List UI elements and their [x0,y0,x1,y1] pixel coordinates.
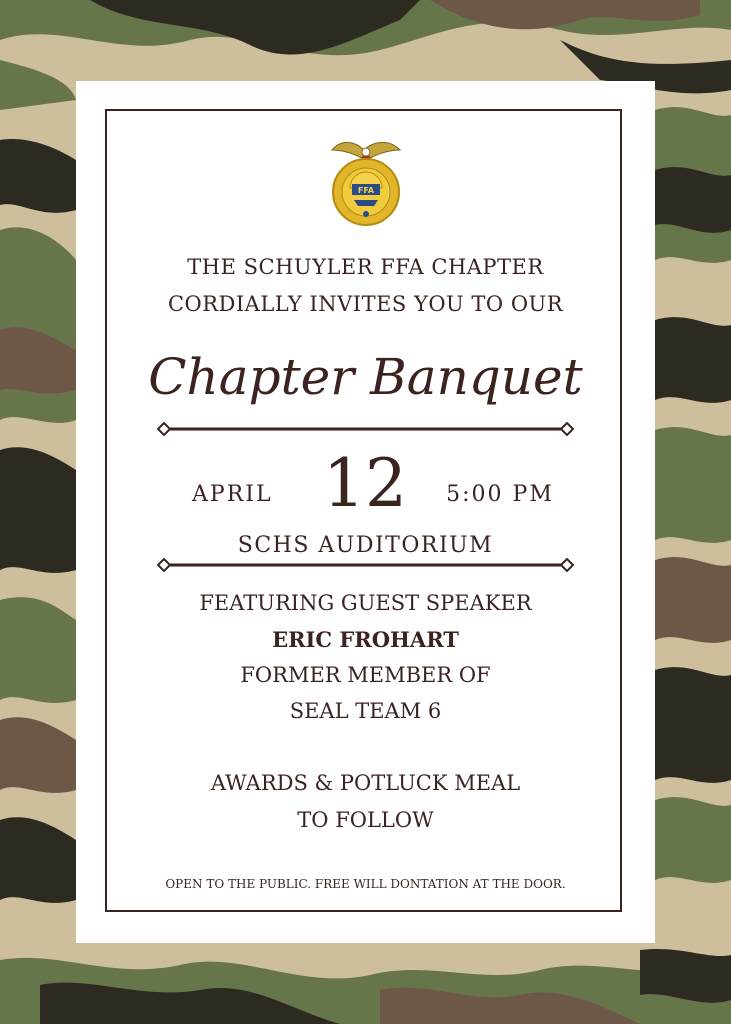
event-month: APRIL [192,482,273,507]
intro-line-1: THE SCHUYLER FFA CHAPTER [187,255,544,279]
followup-line-2: TO FOLLOW [297,808,434,832]
speaker-intro: FEATURING GUEST SPEAKER [199,591,532,615]
speaker-name: ERIC FROHART [272,627,459,652]
footer-note: OPEN TO THE PUBLIC. FREE WILL DONTATION AT THE DOOR. [165,877,566,891]
speaker-detail-2: SEAL TEAM 6 [289,699,442,723]
speaker-detail-1: FORMER MEMBER OF [240,663,491,687]
followup-line-1: AWARDS & POTLUCK MEAL [210,771,521,795]
divider-bottom [157,558,574,572]
event-venue: SCHS AUDITORIUM [237,533,494,558]
event-day: 12 [323,445,407,522]
divider-top [157,422,574,436]
event-title: Chapter Banquet [148,348,583,406]
event-time: 5:00 PM [446,482,554,507]
emblem-letters: FFA [357,186,375,195]
intro-line-2: CORDIALLY INVITES YOU TO OUR [167,292,564,316]
ffa-emblem-icon [330,136,402,230]
